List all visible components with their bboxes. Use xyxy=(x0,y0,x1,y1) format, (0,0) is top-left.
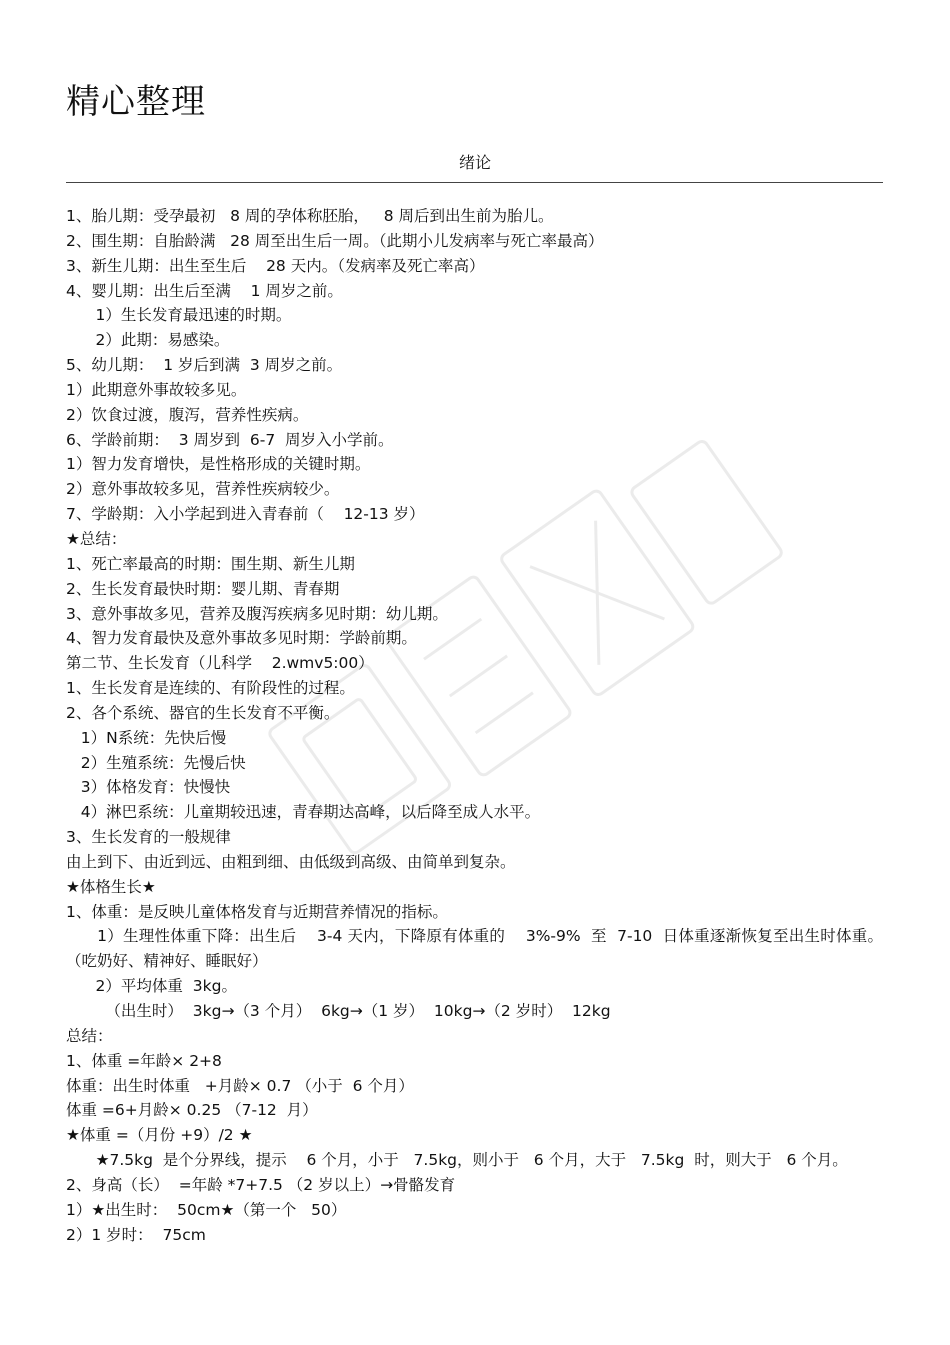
document-body xyxy=(66,204,883,1247)
page-header-title: 精心整理 xyxy=(66,82,206,122)
text-line: 体重 =6+月龄× 0.25 （7-12 月） xyxy=(66,1101,318,1120)
text-line: 2）1 岁时： 75cm xyxy=(66,1225,206,1244)
text-line: 由上到下、由近到远、由粗到细、由低级到高级、由简单到复杂。 xyxy=(66,852,516,871)
text-line: 1、死亡率最高的时期：围生期、新生儿期 xyxy=(66,554,355,573)
text-line: 5、幼儿期： 1 岁后到满 3 周岁之前。 xyxy=(66,356,343,375)
text-line: 3、生长发育的一般规律 xyxy=(66,828,231,847)
text-line: 1）生理性体重下降：出生后 3-4 天内，下降原有体重的 3%-9% 至 7-10 日体重逐渐恢复至出生时体重。（吃奶好、精神好、睡眠好） xyxy=(66,927,883,971)
text-line: 第二节、生长发育（儿科学 2.wmv5:00） xyxy=(66,654,374,673)
text-line: 总结： xyxy=(66,1026,113,1045)
text-line: 3）体格发育：快慢快 xyxy=(66,778,231,797)
text-line: 4）淋巴系统：儿童期较迅速，青春期达高峰，以后降至成人水平。 xyxy=(66,803,541,822)
text-line: 1、胎儿期：受孕最初 8 周的孕体称胚胎， 8 周后到出生前为胎儿。 xyxy=(66,207,554,225)
text-line: 2、各个系统、器官的生长发育不平衡。 xyxy=(66,703,340,722)
text-line: 1）N系统：先快后慢 xyxy=(66,728,227,747)
text-line: 2）饮食过渡，腹泻，营养性疾病。 xyxy=(66,405,309,424)
text-line: ★体重 =（月份 +9）/2 ★ xyxy=(66,1126,253,1145)
text-line: 3、意外事故多见，营养及腹泻疾病多见时期：幼儿期。 xyxy=(66,604,448,623)
text-line: 1、生长发育是连续的、有阶段性的过程。 xyxy=(66,679,355,698)
text-line: 2、围生期：自胎龄满 28 周至出生后一周。（此期小儿发病率与死亡率最高） xyxy=(66,231,604,250)
text-line: ★体格生长★ xyxy=(66,877,156,896)
text-line: 1）此期意外事故较多见。 xyxy=(66,380,247,399)
text-line: 1、体重：是反映儿童体格发育与近期营养情况的指标。 xyxy=(66,902,448,921)
text-line: 2、身高（长） =年龄 *7+7.5 （2 岁以上）→骨骼发育 xyxy=(66,1175,456,1194)
text-line: 7、学龄期：入小学起到进入青春前（ 12-13 岁） xyxy=(66,505,425,524)
text-line: 1、体重 =年龄× 2+8 xyxy=(66,1051,222,1070)
text-line: 6、学龄前期： 3 周岁到 6-7 周岁入小学前。 xyxy=(66,430,394,449)
text-line: 1）★出生时： 50cm★（第一个 50） xyxy=(66,1200,347,1219)
text-line: 1）生长发育最迅速的时期。 xyxy=(66,306,292,325)
text-line: 4、婴儿期：出生后至满 1 周岁之前。 xyxy=(66,281,343,300)
text-line: ★7.5kg 是个分界线，提示 6 个月，小于 7.5kg，则小于 6 个月，大于 7.5kg 时，则大于 6 个月。 xyxy=(66,1151,848,1170)
text-line: （出生时） 3kg→（3 个月） 6kg→（1 岁） 10kg→（2 岁时） 12kg xyxy=(66,1002,611,1020)
text-line: ★总结： xyxy=(66,529,127,548)
text-line: 2）平均体重 3kg。 xyxy=(66,977,237,996)
text-line: 4、智力发育最快及意外事故多见时期：学龄前期。 xyxy=(66,629,417,648)
text-line: 2）意外事故较多见，营养性疾病较少。 xyxy=(66,480,340,499)
text-line: 2）此期：易感染。 xyxy=(66,331,230,350)
section-title: 绪论 xyxy=(458,153,491,172)
text-line: 2）生殖系统：先慢后快 xyxy=(66,753,246,772)
text-line: 2、生长发育最快时期：婴儿期、青春期 xyxy=(66,579,340,598)
text-line: 3、新生儿期：出生至生后 28 天内。（发病率及死亡率高） xyxy=(66,256,485,275)
text-line: 1）智力发育增快，是性格形成的关键时期。 xyxy=(66,455,371,474)
text-line: 体重：出生时体重 +月龄× 0.7 （小于 6 个月） xyxy=(66,1076,414,1095)
header-divider xyxy=(66,182,883,183)
